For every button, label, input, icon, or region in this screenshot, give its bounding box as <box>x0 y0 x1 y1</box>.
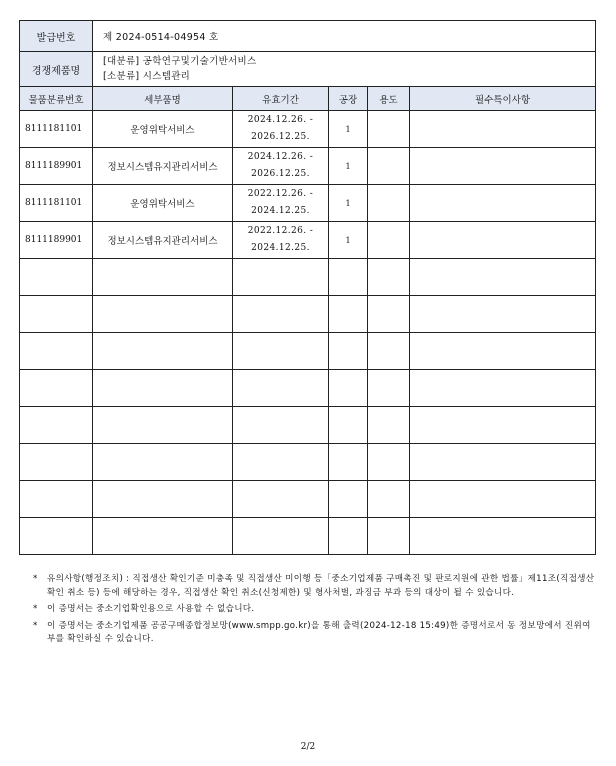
empty-row <box>20 296 596 333</box>
empty-cell <box>368 518 410 555</box>
item-factory: 1 <box>329 148 368 185</box>
period-end: 2024.12.25. <box>251 243 310 253</box>
period-end: 2024.12.25. <box>251 206 310 216</box>
table-row <box>20 185 596 222</box>
empty-cell <box>329 259 368 296</box>
period-start: 2024.12.26. - <box>247 115 314 125</box>
empty-row <box>20 518 596 555</box>
empty-row <box>20 407 596 444</box>
item-usage <box>368 222 410 259</box>
empty-cell <box>233 296 329 333</box>
note-bullet: * <box>33 604 38 614</box>
empty-cell <box>233 481 329 518</box>
item-period <box>233 222 329 259</box>
empty-cell <box>93 296 233 333</box>
empty-cell <box>368 370 410 407</box>
empty-cell <box>368 333 410 370</box>
empty-cell <box>410 444 596 481</box>
empty-cell <box>329 370 368 407</box>
note-usage-limit: 이 증명서는 중소기업확인용으로 사용할 수 없습니다. <box>47 604 255 614</box>
empty-cell <box>329 481 368 518</box>
empty-cell <box>368 481 410 518</box>
note-item <box>33 573 598 600</box>
empty-cell <box>233 407 329 444</box>
item-name: 정보시스템유지관리서비스 <box>93 148 233 185</box>
empty-cell <box>410 518 596 555</box>
period-start: 2022.12.26. - <box>247 189 314 199</box>
empty-cell <box>233 518 329 555</box>
note-administrative: 유의사항(행정조치) : 직접생산 확인기준 미충족 및 직접생산 미이행 등「중소기업제품 구매촉진 및 판로지원에 관한 법률」제11조(직접생산 확인 취소 등) 등에 해당하는 경우, 직접생산 확인 취소(신청제한) 및 형사처벌, 과징금 부과 등의 대상이 될 수 있습니다. <box>47 574 595 598</box>
empty-cell <box>233 259 329 296</box>
item-code: 8111181101 <box>20 185 93 222</box>
note-bullet: * <box>33 574 38 584</box>
column-header-code: 물품분류번호 <box>20 87 93 111</box>
empty-cell <box>233 444 329 481</box>
period-end: 2026.12.25. <box>251 132 310 142</box>
empty-cell <box>20 259 93 296</box>
empty-cell <box>20 444 93 481</box>
note-item <box>33 603 598 617</box>
item-period <box>233 111 329 148</box>
issue-number-value: 제 2024-0514-04954 호 <box>93 21 596 52</box>
item-notes <box>410 222 596 259</box>
empty-cell <box>329 333 368 370</box>
empty-cell <box>410 407 596 444</box>
note-verification: 이 증명서는 중소기업제품 공공구매종합정보망(www.smpp.go.kr)을 통해 출력(2024-12-18 15:49)한 증명서로서 동 정보망에서 진위여부를 확인하실 수 있습니다. <box>47 620 591 644</box>
item-usage <box>368 111 410 148</box>
table-row <box>20 148 596 185</box>
empty-cell <box>410 296 596 333</box>
empty-cell <box>93 370 233 407</box>
empty-row <box>20 259 596 296</box>
item-name: 운영위탁서비스 <box>93 185 233 222</box>
category-minor: [소분류] 시스템관리 <box>103 71 191 82</box>
item-factory: 1 <box>329 185 368 222</box>
item-usage <box>368 185 410 222</box>
empty-cell <box>368 407 410 444</box>
issue-number-label: 발급번호 <box>20 21 93 52</box>
item-notes <box>410 111 596 148</box>
empty-cell <box>93 444 233 481</box>
empty-cell <box>368 296 410 333</box>
item-code: 8111189901 <box>20 222 93 259</box>
empty-cell <box>410 481 596 518</box>
empty-cell <box>368 259 410 296</box>
empty-cell <box>410 370 596 407</box>
empty-cell <box>93 518 233 555</box>
empty-cell <box>93 259 233 296</box>
period-start: 2024.12.26. - <box>247 152 314 162</box>
period-start: 2022.12.26. - <box>247 226 314 236</box>
empty-cell <box>410 333 596 370</box>
item-period <box>233 185 329 222</box>
empty-cell <box>93 407 233 444</box>
empty-row <box>20 481 596 518</box>
empty-cell <box>93 333 233 370</box>
empty-cell <box>233 370 329 407</box>
note-item <box>33 620 598 647</box>
item-notes <box>410 148 596 185</box>
table-row <box>20 111 596 148</box>
empty-cell <box>329 444 368 481</box>
empty-cell <box>20 518 93 555</box>
item-period <box>233 148 329 185</box>
column-header-usage: 용도 <box>368 87 410 111</box>
column-header-factory: 공장 <box>329 87 368 111</box>
page-number: 2/2 <box>300 742 316 752</box>
item-code: 8111189901 <box>20 148 93 185</box>
empty-cell <box>368 444 410 481</box>
empty-cell <box>20 296 93 333</box>
empty-cell <box>20 370 93 407</box>
column-header-notes: 필수특이사항 <box>410 87 596 111</box>
empty-cell <box>410 259 596 296</box>
item-usage <box>368 148 410 185</box>
empty-row <box>20 333 596 370</box>
empty-row <box>20 444 596 481</box>
product-name-label: 경쟁제품명 <box>20 52 93 87</box>
column-header-name: 세부품명 <box>93 87 233 111</box>
empty-cell <box>93 481 233 518</box>
product-categories <box>93 52 596 87</box>
period-end: 2026.12.25. <box>251 169 310 179</box>
empty-cell <box>20 333 93 370</box>
item-notes <box>410 185 596 222</box>
column-header-period: 유효기간 <box>233 87 329 111</box>
empty-cell <box>20 481 93 518</box>
note-bullet: * <box>33 620 38 631</box>
category-major: [대분류] 공학연구및기술기반서비스 <box>103 56 257 67</box>
certificate-table <box>19 20 596 555</box>
table-row <box>20 222 596 259</box>
empty-cell <box>233 333 329 370</box>
empty-cell <box>329 407 368 444</box>
item-factory: 1 <box>329 111 368 148</box>
empty-row <box>20 370 596 407</box>
item-code: 8111181101 <box>20 111 93 148</box>
notes-section <box>33 573 598 650</box>
item-factory: 1 <box>329 222 368 259</box>
certificate-sheet <box>19 20 595 555</box>
empty-cell <box>20 407 93 444</box>
empty-cell <box>329 518 368 555</box>
empty-cell <box>329 296 368 333</box>
item-name: 운영위탁서비스 <box>93 111 233 148</box>
item-name: 정보시스템유지관리서비스 <box>93 222 233 259</box>
